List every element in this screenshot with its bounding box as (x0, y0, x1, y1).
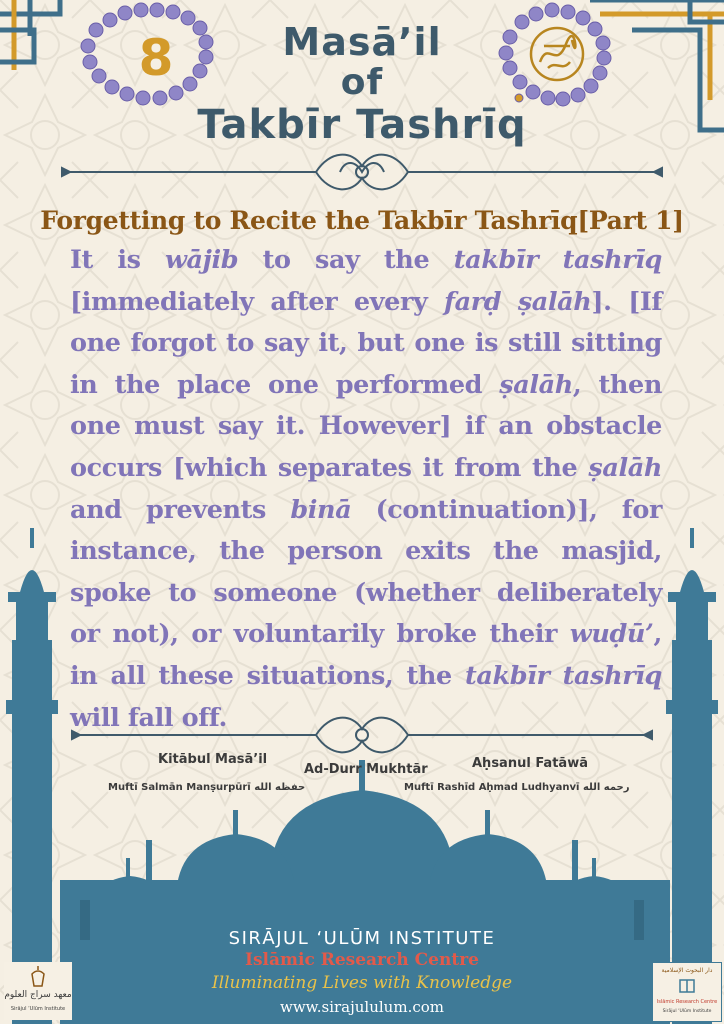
book-icon (678, 977, 696, 995)
section-heading: Forgetting to Recite the Takbīr Tashrīq[Part 1] (40, 206, 684, 235)
body-text: , in all these situations, the (70, 619, 662, 691)
lamp-icon (26, 964, 50, 988)
website-link[interactable]: www.sirajululum.com (280, 998, 444, 1016)
body-text: and prevents (70, 494, 291, 525)
body-term: binā (290, 494, 352, 525)
page-title-line-3: Takbīr Tashrīq (197, 102, 527, 148)
research-centre-name: Islāmic Research Centre (245, 950, 479, 970)
body-text: will fall off. (70, 702, 227, 733)
reference-3-author: Muftī Rashīd Aḥmad Ludhyanvī رحمه الله (404, 782, 630, 793)
page-title-line-2: of (340, 62, 384, 103)
institute-logo-arabic: معهد سراج العلوم (4, 990, 72, 1000)
body-term: ṣalāh (588, 452, 662, 483)
body-term: ṣalāh (499, 369, 573, 400)
institute-logo (4, 962, 72, 1020)
page-title-line-1: Masā’il (282, 20, 442, 64)
institute-logo-english: Sirājul ‘Ulūm Institute (10, 1006, 66, 1012)
body-term: wuḍū’ (569, 619, 654, 650)
reference-3-title: Aḥsanul Fatāwā (472, 756, 588, 771)
tagline: Illuminating Lives with Knowledge (211, 973, 513, 993)
masail-number-badge: 8 (138, 29, 174, 87)
body-term: takbīr tashrīq (464, 660, 662, 691)
institute-name: SIRĀJUL ‘ULŪM INSTITUTE (228, 928, 496, 949)
body-text: ]. [If one forgot to say it, but one is still sitting in the place one performed (70, 286, 662, 400)
body-text: (continuation)], for instance, the person exits the masjid, spoke to someone (whether deliberately or not), or voluntarily broke their (70, 494, 663, 650)
research-centre-logo (652, 962, 722, 1022)
body-text: , then one must say it. However] if an obstacle occurs [which separates it from the (70, 369, 662, 483)
reference-1-title: Kitābul Masā’il (158, 752, 268, 767)
body-term: wājib (164, 245, 239, 275)
research-logo-english: Islāmic Research Centre (656, 999, 718, 1005)
body-term: farḍ ṣalāh (444, 286, 592, 317)
body-term: takbīr tashrīq (453, 245, 662, 275)
research-logo-sub: Sirājul ‘Ulūm Institute (662, 1009, 712, 1014)
body-text: [immediately after every (70, 286, 445, 317)
ruling-paragraph (70, 240, 662, 739)
body-text: It is (70, 245, 165, 275)
reference-1-author: Muftī Salmān Manṣurpūrī حفظه الله (108, 782, 306, 793)
reference-2-title: Ad-Durr Mukhtār (304, 762, 428, 777)
research-logo-arabic: دار البحوث الإسلامية (661, 967, 713, 974)
body-text: to say the (238, 245, 454, 275)
